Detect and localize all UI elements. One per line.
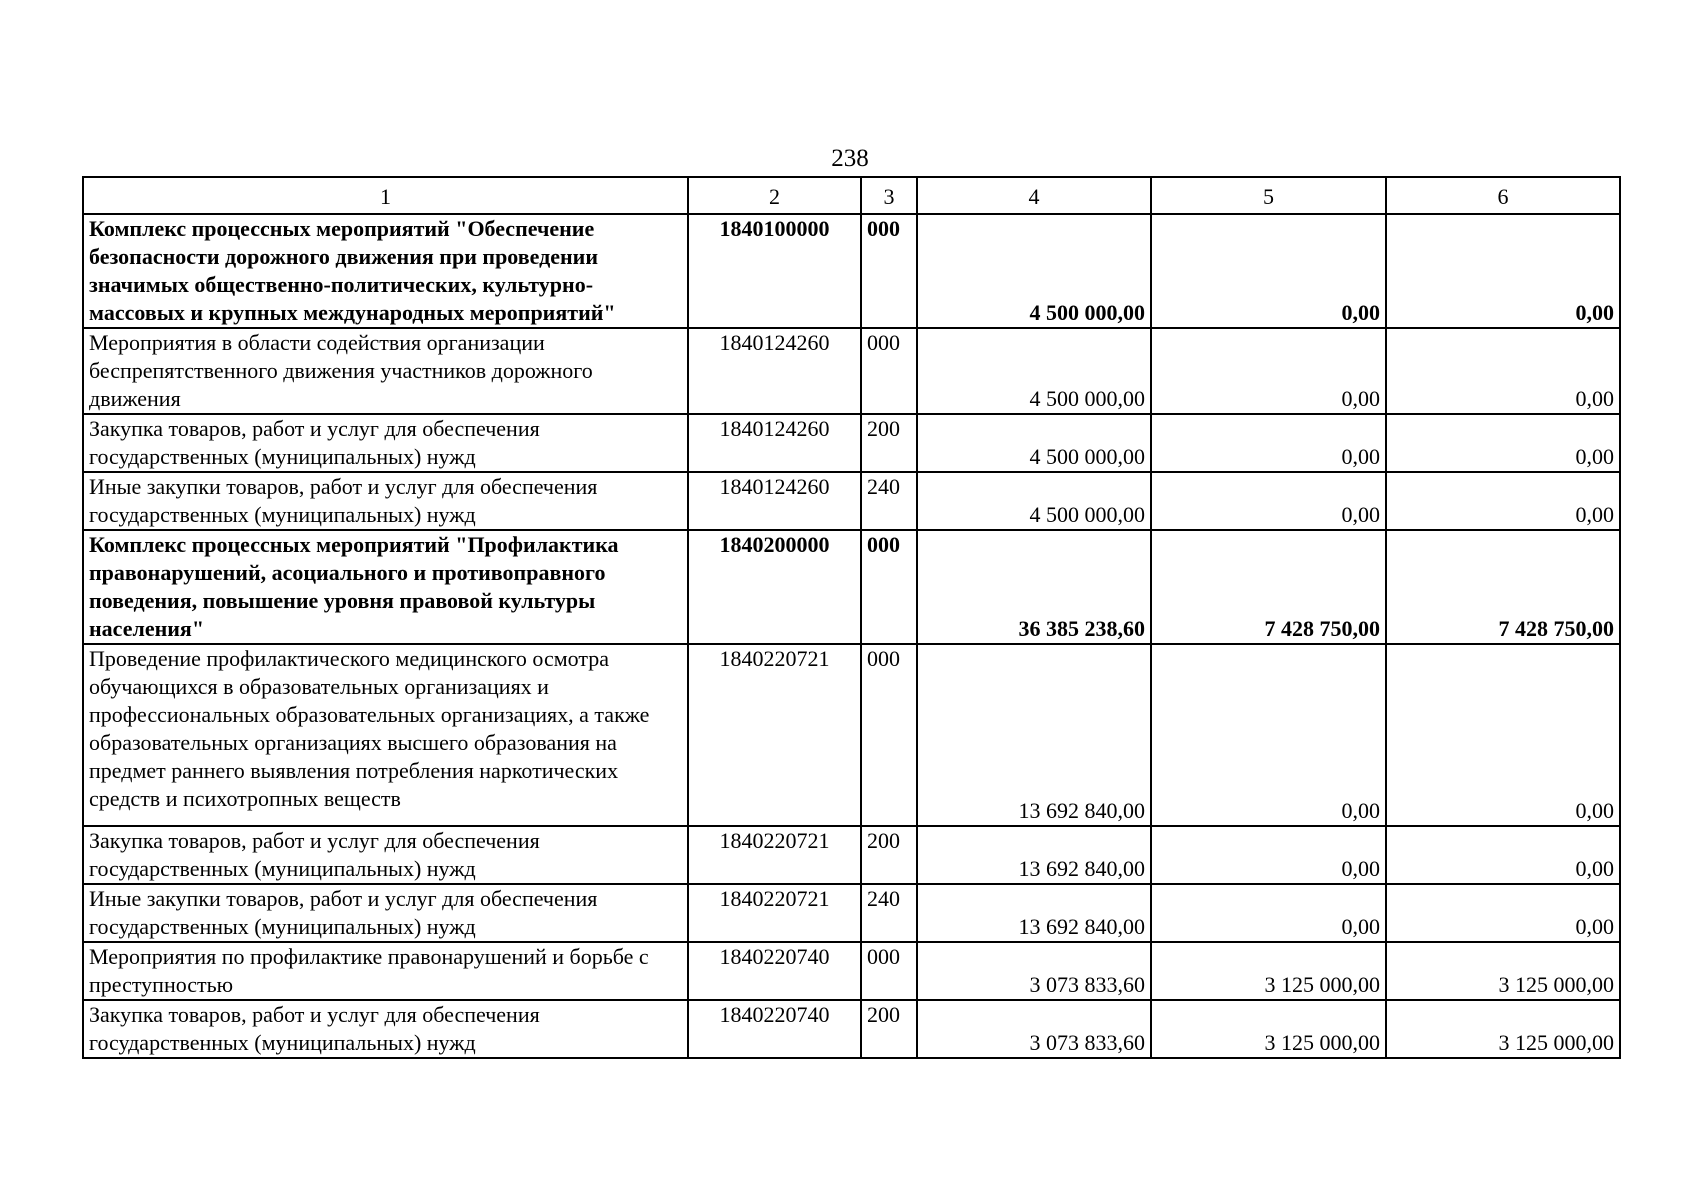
row-name-cell: Мероприятия по профилактике правонарушений и борьбе с преступностью	[83, 942, 688, 1000]
budget-table	[82, 176, 1621, 1059]
column-number-5: 5	[1151, 177, 1386, 214]
table-row	[83, 826, 1620, 884]
column-number-6: 6	[1386, 177, 1620, 214]
row-amount-col5-cell: 0,00	[1151, 472, 1386, 530]
row-amount-col5-cell: 0,00	[1151, 414, 1386, 472]
row-amount-col6-cell: 3 125 000,00	[1386, 942, 1620, 1000]
row-amount-col4-cell: 13 692 840,00	[917, 644, 1151, 826]
table-row	[83, 414, 1620, 472]
row-expense-type-cell: 000	[861, 942, 917, 1000]
column-number-3: 3	[861, 177, 917, 214]
row-amount-col6-cell: 7 428 750,00	[1386, 530, 1620, 644]
row-expense-type-cell: 000	[861, 214, 917, 328]
row-name-cell: Иные закупки товаров, работ и услуг для обеспечения государственных (муниципальных) нужд	[83, 884, 688, 942]
row-amount-col5-cell: 0,00	[1151, 644, 1386, 826]
row-amount-col4-cell: 3 073 833,60	[917, 1000, 1151, 1058]
row-expense-type-cell: 240	[861, 472, 917, 530]
row-code-cell: 1840200000	[688, 530, 861, 644]
row-code-cell: 1840220740	[688, 942, 861, 1000]
row-amount-col5-cell: 0,00	[1151, 884, 1386, 942]
row-name-cell: Проведение профилактического медицинского осмотра обучающихся в образовательных организациях и профессиональных образовательных организациях, а также образовательных организациях высшего образования на предмет раннего выявления потребления наркотических средств и психотропных веществ	[83, 644, 688, 826]
column-number-1: 1	[83, 177, 688, 214]
row-name-cell: Мероприятия в области содействия организации беспрепятственного движения участников дорожного движения	[83, 328, 688, 414]
row-name-cell: Иные закупки товаров, работ и услуг для обеспечения государственных (муниципальных) нужд	[83, 472, 688, 530]
row-code-cell: 1840124260	[688, 472, 861, 530]
row-expense-type-cell: 200	[861, 1000, 917, 1058]
table-row	[83, 884, 1620, 942]
row-amount-col6-cell: 0,00	[1386, 472, 1620, 530]
table-body	[83, 214, 1620, 1058]
row-amount-col5-cell: 3 125 000,00	[1151, 942, 1386, 1000]
row-amount-col4-cell: 13 692 840,00	[917, 884, 1151, 942]
row-amount-col4-cell: 3 073 833,60	[917, 942, 1151, 1000]
row-code-cell: 1840220721	[688, 884, 861, 942]
row-name-cell: Комплекс процессных мероприятий "Профилактика правонарушений, асоциального и противоправного поведения, повышение уровня правовой культуры населения"	[83, 530, 688, 644]
row-code-cell: 1840100000	[688, 214, 861, 328]
row-amount-col4-cell: 4 500 000,00	[917, 414, 1151, 472]
row-name-cell: Комплекс процессных мероприятий "Обеспечение безопасности дорожного движения при проведении значимых общественно-политических, культурно-массовых и крупных международных мероприятий"	[83, 214, 688, 328]
row-amount-col5-cell: 0,00	[1151, 328, 1386, 414]
table-row	[83, 472, 1620, 530]
row-amount-col5-cell: 3 125 000,00	[1151, 1000, 1386, 1058]
row-code-cell: 1840220721	[688, 826, 861, 884]
row-amount-col5-cell: 7 428 750,00	[1151, 530, 1386, 644]
table-row	[83, 328, 1620, 414]
row-expense-type-cell: 200	[861, 414, 917, 472]
row-amount-col4-cell: 13 692 840,00	[917, 826, 1151, 884]
row-amount-col6-cell: 3 125 000,00	[1386, 1000, 1620, 1058]
table-row	[83, 530, 1620, 644]
row-amount-col6-cell: 0,00	[1386, 214, 1620, 328]
row-amount-col5-cell: 0,00	[1151, 826, 1386, 884]
row-amount-col6-cell: 0,00	[1386, 328, 1620, 414]
table-row	[83, 214, 1620, 328]
row-code-cell: 1840220740	[688, 1000, 861, 1058]
column-number-4: 4	[917, 177, 1151, 214]
row-code-cell: 1840220721	[688, 644, 861, 826]
row-name-cell: Закупка товаров, работ и услуг для обеспечения государственных (муниципальных) нужд	[83, 826, 688, 884]
row-amount-col4-cell: 4 500 000,00	[917, 214, 1151, 328]
page-number: 238	[831, 145, 869, 172]
table-row	[83, 942, 1620, 1000]
row-name-cell: Закупка товаров, работ и услуг для обеспечения государственных (муниципальных) нужд	[83, 1000, 688, 1058]
row-amount-col6-cell: 0,00	[1386, 414, 1620, 472]
row-name-cell: Закупка товаров, работ и услуг для обеспечения государственных (муниципальных) нужд	[83, 414, 688, 472]
row-expense-type-cell: 000	[861, 328, 917, 414]
table-row	[83, 644, 1620, 826]
row-expense-type-cell: 200	[861, 826, 917, 884]
row-amount-col4-cell: 36 385 238,60	[917, 530, 1151, 644]
row-expense-type-cell: 000	[861, 644, 917, 826]
row-amount-col5-cell: 0,00	[1151, 214, 1386, 328]
row-code-cell: 1840124260	[688, 328, 861, 414]
column-number-row	[83, 177, 1620, 214]
row-amount-col4-cell: 4 500 000,00	[917, 472, 1151, 530]
row-expense-type-cell: 240	[861, 884, 917, 942]
column-number-2: 2	[688, 177, 861, 214]
row-amount-col6-cell: 0,00	[1386, 884, 1620, 942]
row-amount-col4-cell: 4 500 000,00	[917, 328, 1151, 414]
row-code-cell: 1840124260	[688, 414, 861, 472]
row-amount-col6-cell: 0,00	[1386, 644, 1620, 826]
row-amount-col6-cell: 0,00	[1386, 826, 1620, 884]
row-expense-type-cell: 000	[861, 530, 917, 644]
table-row	[83, 1000, 1620, 1058]
